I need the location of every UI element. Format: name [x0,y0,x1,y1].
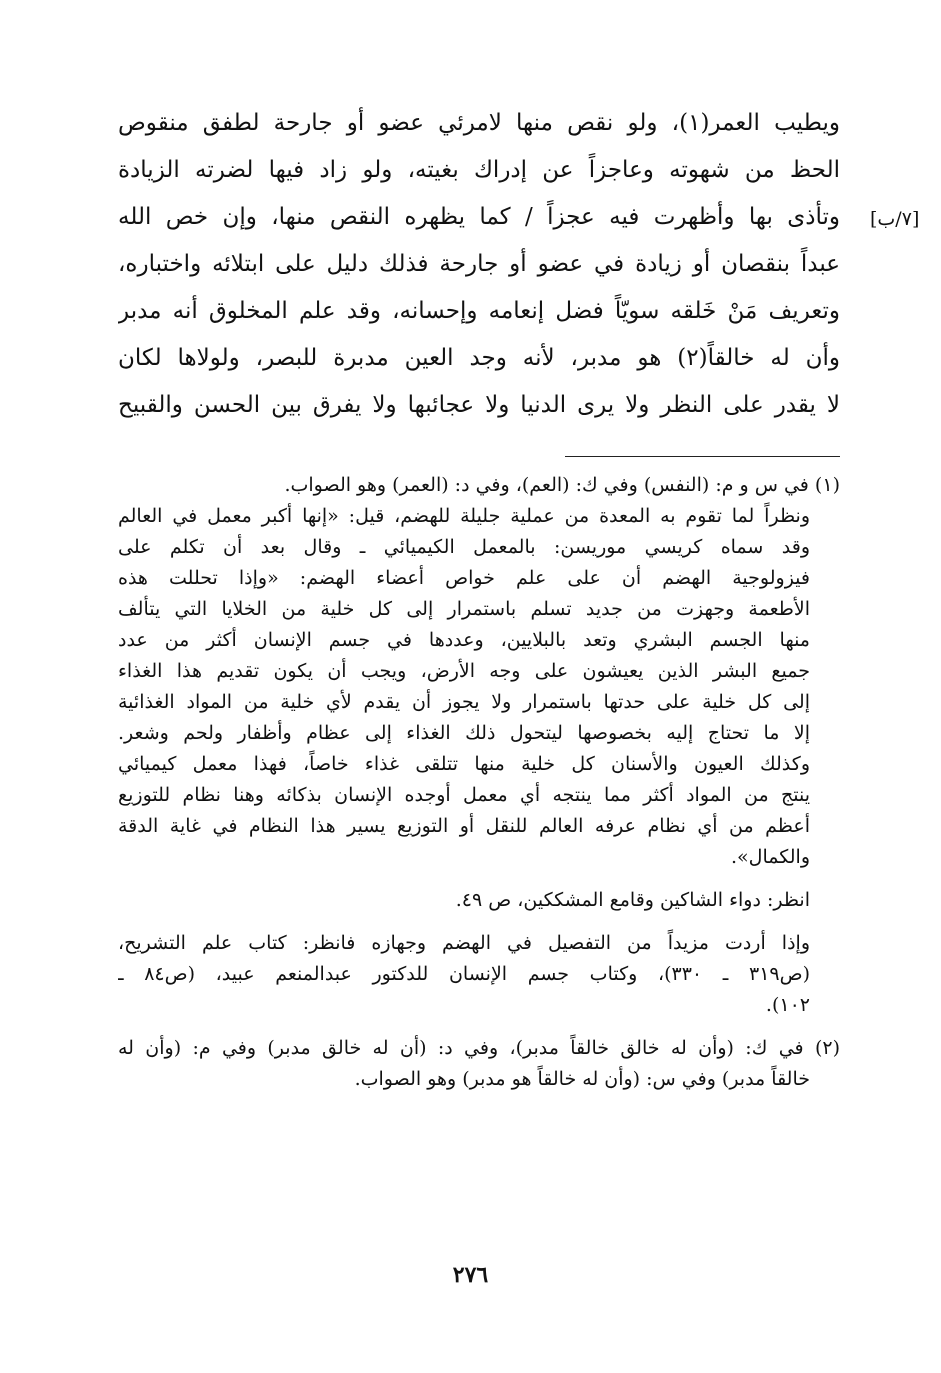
page-number: ٢٧٦ [452,1262,489,1288]
footnote-line: وإذا أردت مزيداً من التفصيل في الهضم وجهازه فانظر: كتاب علم التشريح، [118,932,810,954]
main-text-line: وتأذى بها وأظهرت فيه عجزاً / كما يظهره النقص منها، وإن خص الله [118,204,840,230]
footnote-line: وقد سماه كريسي موريسن: بالمعمل الكيميائي ـ وقال بعد أن تكلم على [118,536,810,558]
footnote-line: خالقاً مدبر) وفي س: (وأن له خالقاً هو مدبر) وهو الصواب. [354,1068,810,1090]
footnote-line: إلا ما تحتاج إليه بخصوصها ليتحول ذلك الغذاء إلى عظام وأظفار ولحم وشعر. [118,722,810,744]
main-text-line: وتعريف مَنْ خَلقه سويّاً فضل إنعامه وإحسانه، وقد علم المخلوق أنه مدبر [118,298,840,324]
main-text-line: ويطيب العمر(١)، ولو نقص منها لامرئي عضو أو جارحة لطفق منقوص [118,110,840,136]
footnote-reference: انظر: دواء الشاكين وقامع المشككين، ص ٤٩. [455,889,810,911]
footnote-line: (٢) في ك: (وأن له خالق خالقاً مدبر)، وفي د: (أن له خالق مدبر) وفي م: (وأن له [118,1037,840,1059]
footnote-line: أعظم من أي نظام عرفه العالم للنقل أو التوزيع يسير هذا النظام في غاية الدقة [118,815,811,837]
footnote-line: منها الجسم البشري وتعد بالبلايين، وعددها في جسم الإنسان أكثر من عدد [118,629,810,651]
footnote-line: إلى كل خلية على حدتها باستمرار ولا يجوز أن يقدم لأي خلية من المواد الغذائية [118,691,810,713]
footnote-line: والكمال». [731,846,810,868]
main-text-line: لا يقدر على النظر ولا يرى الدنيا ولا عجائبها ولا يفرق بين الحسن والقبيح [118,392,840,418]
footnote-line: فيزولوجية الهضم أن على علم خواص أعضاء الهضم: «وإذا تحللت هذه [118,567,810,589]
footnote-line: ونظراً لما تقوم به المعدة من عملية جليلة للهضم، قيل: «إنها أكبر معمل في العالم [118,505,810,527]
main-text-line: الحظ من شهوته وعاجزاً عن إدراك بغيته، ولو زاد فيها لضرته الزيادة [118,157,840,183]
footnote-line: وكذلك العيون والأسنان كل خلية منها تتلقى غذاء خاصاً، فهذا معمل كيميائي [118,753,810,775]
footnote-line: ينتج من المواد أكثر مما ينتجه أي معمل أوجده الإنسان بذكائه وهنا نظام للتوزيع [118,784,810,806]
footnote-separator [565,456,840,457]
main-text [118,100,840,429]
footnote-1 [118,470,840,1021]
footnote-line: جميع البشر الذين يعيشون على وجه الأرض، ويجب أن يكون تقديم هذا الغذاء [118,660,810,682]
footnotes [118,470,840,1095]
footnote-2 [118,1033,840,1095]
manuscript-folio-marker: [٧/ب] [870,208,920,230]
footnote-line: (١) في س و م: (النفس) وفي ك: (العم)، وفي د: (العمر) وهو الصواب. [284,474,840,496]
main-text-line: عبداً بنقصان أو زيادة في عضو أو جارحة فذلك دليل على ابتلائه واختباره، [118,251,840,277]
main-text-line: وأن له خالقاً(٢) هو مدبر، لأنه وجد العين مدبرة للبصر، ولولاها لكان [118,345,840,371]
footnote-line: (ص٣١٩ ـ ٣٣٠)، وكتاب جسم الإنسان للدكتور عبدالمنعم عبيد، (ص٨٤ ـ [118,963,811,985]
footnote-line: الأطعمة وجهزت من جديد تسلم باستمرار إلى كل خلية من الخلايا التي يتألف [118,598,810,620]
footnote-line: ١٠٢). [765,994,810,1016]
